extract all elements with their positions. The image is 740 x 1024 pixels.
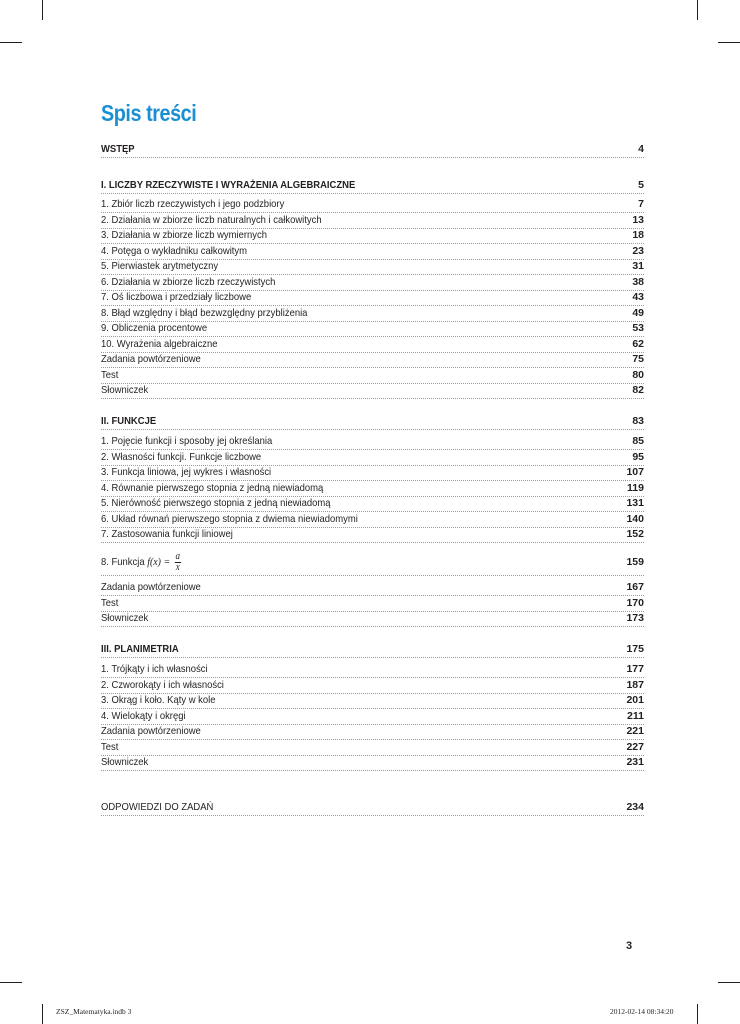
slug-timestamp: 2012-02-14 08:34:20	[610, 1007, 674, 1016]
toc-section-2[interactable]: II. FUNKCJE 83	[101, 414, 644, 430]
toc-item[interactable]: Test 170	[101, 596, 644, 612]
toc-section-1[interactable]: I. LICZBY RZECZYWISTE I WYRAŻENIA ALGEBRAICZNE 5	[101, 178, 644, 194]
toc-intro[interactable]: WSTĘP 4	[101, 142, 644, 158]
toc-answers[interactable]: ODPOWIEDZI DO ZADAŃ 234	[101, 800, 644, 816]
toc-item[interactable]: 10. Wyrażenia algebraiczne 62	[101, 337, 644, 353]
slug-filename: ZSZ_Matematyka.indb 3	[56, 1007, 132, 1016]
crop-mark	[0, 982, 22, 983]
toc-section-3[interactable]: III. PLANIMETRIA 175	[101, 642, 644, 658]
toc-item[interactable]: Zadania powtórzeniowe 167	[101, 580, 644, 596]
page-title: Spis treści	[101, 100, 197, 126]
toc-item[interactable]: 3. Funkcja liniowa, jej wykres i własności 107	[101, 465, 644, 481]
crop-mark	[42, 1004, 43, 1024]
toc-item[interactable]: Test 227	[101, 740, 644, 756]
toc-item[interactable]: Słowniczek 173	[101, 611, 644, 627]
crop-mark	[697, 0, 698, 20]
toc-item[interactable]: 4. Potęga o wykładniku całkowitym 23	[101, 244, 644, 260]
crop-mark	[42, 0, 43, 20]
toc-item[interactable]: 1. Pojęcie funkcji i sposoby jej określania 85	[101, 434, 644, 450]
toc-item[interactable]: 4. Wielokąty i okręgi 211	[101, 709, 644, 725]
toc-item[interactable]: 2. Czworokąty i ich własności 187	[101, 678, 644, 694]
fraction: $\frac{a}{x}$	[175, 550, 180, 573]
toc-item[interactable]: Słowniczek 82	[101, 383, 644, 399]
toc-item[interactable]: 5. Nierówność pierwszego stopnia z jedną niewiadomą 131	[101, 496, 644, 512]
crop-mark	[718, 982, 740, 983]
toc-item[interactable]: 7. Zastosowania funkcji liniowej 152	[101, 527, 644, 543]
toc-item[interactable]: 6. Układ równań pierwszego stopnia z dwiema niewiadomymi 140	[101, 512, 644, 528]
crop-mark	[0, 42, 22, 43]
toc-item-formula[interactable]: 8. Funkcja f(x) = $\frac{a}{x}$ 159	[101, 549, 644, 576]
toc-item[interactable]: 3. Okrąg i koło. Kąty w kole 201	[101, 693, 644, 709]
toc-item[interactable]: 4. Równanie pierwszego stopnia z jedną niewiadomą 119	[101, 481, 644, 497]
toc-item[interactable]: 2. Własności funkcji. Funkcje liczbowe 95	[101, 450, 644, 466]
toc-item[interactable]: Słowniczek 231	[101, 755, 644, 771]
toc-item[interactable]: 3. Działania w zbiorze liczb wymiernych 18	[101, 228, 644, 244]
toc-item[interactable]: Zadania powtórzeniowe 75	[101, 352, 644, 368]
page-number: 3	[626, 940, 633, 952]
toc-item[interactable]: Zadania powtórzeniowe 221	[101, 724, 644, 740]
toc-item[interactable]: 9. Obliczenia procentowe 53	[101, 321, 644, 337]
toc-item[interactable]: 8. Błąd względny i błąd bezwzględny przybliżenia 49	[101, 306, 644, 322]
crop-mark	[697, 1004, 698, 1024]
toc-item[interactable]: 1. Trójkąty i ich własności 177	[101, 662, 644, 678]
toc-item[interactable]: 6. Działania w zbiorze liczb rzeczywistych 38	[101, 275, 644, 291]
crop-mark	[718, 42, 740, 43]
toc-item[interactable]: 7. Oś liczbowa i przedziały liczbowe 43	[101, 290, 644, 306]
toc-item[interactable]: 1. Zbiór liczb rzeczywistych i jego podzbiory 7	[101, 197, 644, 213]
toc-item[interactable]: 2. Działania w zbiorze liczb naturalnych i całkowitych 13	[101, 213, 644, 229]
toc-item[interactable]: 5. Pierwiastek arytmetyczny 31	[101, 259, 644, 275]
toc-item[interactable]: Test 80	[101, 368, 644, 384]
